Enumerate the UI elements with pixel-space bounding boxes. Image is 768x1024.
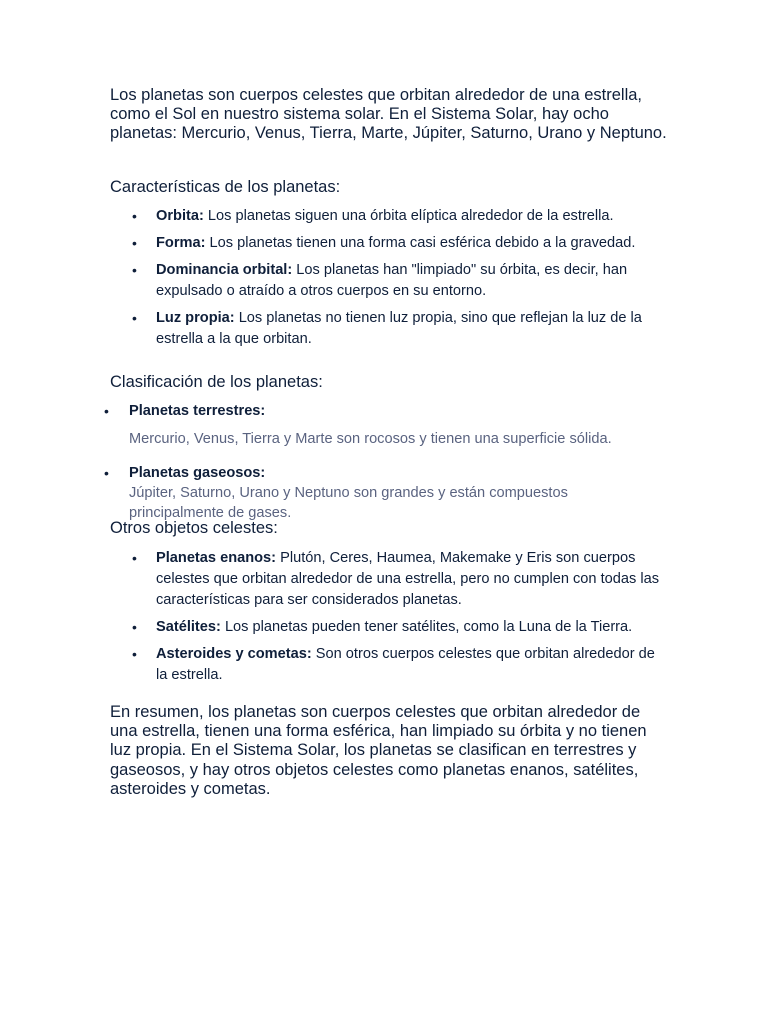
item-text: Los planetas siguen una órbita elíptica alrededor de la estrella.	[203, 208, 614, 224]
list-item	[110, 206, 670, 227]
item-text: Los planetas no tienen luz propia, sino que reflejan la luz de la estrella a la que orbitan.	[156, 310, 642, 347]
item-term: Forma:	[156, 235, 206, 251]
bullet-icon: •	[132, 235, 137, 251]
item-term: Luz propia:	[156, 310, 235, 326]
otros-heading: Otros objetos celestes:	[110, 519, 278, 537]
caracteristicas-heading: Características de los planetas:	[110, 178, 341, 196]
item-text: Los planetas tienen una forma casi esférica debido a la gravedad.	[205, 235, 636, 251]
list-item	[110, 308, 670, 350]
item-term: Planetas gaseosos:	[129, 465, 266, 481]
item-text: Son otros cuerpos celestes que orbitan alrededor de la estrella.	[156, 646, 655, 683]
bullet-icon: •	[104, 403, 109, 419]
list-item	[110, 548, 670, 611]
intro-paragraph: Los planetas son cuerpos celestes que orbitan alrededor de una estrella, como el Sol en nuestro sistema solar. En el Sistema Solar, hay ocho planetas: Mercurio, Venus, Tierra, Marte, Júpiter, Saturno, Urano y Neptuno.	[110, 86, 667, 143]
item-term: Orbita:	[156, 208, 204, 224]
otros-list	[110, 548, 670, 692]
list-item	[104, 463, 650, 523]
item-text: Plutón, Ceres, Haumea, Makemake y Eris son cuerpos celestes que orbitan alrededor de una estrella, pero no cumplen con todas las características para ser considerados planetas.	[156, 550, 659, 608]
item-text: Mercurio, Venus, Tierra y Marte son rocosos y tienen una superficie sólida.	[129, 431, 612, 447]
item-term: Satélites:	[156, 619, 221, 635]
bullet-icon: •	[104, 465, 109, 481]
list-item	[110, 644, 670, 686]
list-item	[110, 260, 670, 302]
bullet-icon: •	[132, 619, 137, 635]
bullet-icon: •	[132, 550, 137, 566]
clasificacion-list	[104, 401, 650, 523]
bullet-icon: •	[132, 262, 137, 278]
item-term: Planetas enanos:	[156, 550, 277, 566]
clasificacion-heading: Clasificación de los planetas:	[110, 373, 323, 391]
bullet-icon: •	[132, 310, 137, 326]
item-text: Los planetas han "limpiado" su órbita, es decir, han expulsado o atraído a otros cuerpos en su entorno.	[156, 262, 628, 299]
bullet-icon: •	[132, 208, 137, 224]
list-item	[104, 401, 650, 449]
bullet-icon: •	[132, 646, 137, 662]
resumen-paragraph: En resumen, los planetas son cuerpos celestes que orbitan alrededor de una estrella, tienen una forma esférica, han limpiado su órbita y no tienen luz propia. En el Sistema Solar, los planetas se clasifican en terrestres y gaseosos, y hay otros objetos celestes como planetas enanos, satélites, asteroides y cometas.	[110, 703, 647, 798]
list-item	[110, 617, 670, 638]
list-item	[110, 233, 670, 254]
caracteristicas-list	[110, 206, 670, 356]
item-text: Júpiter, Saturno, Urano y Neptuno son grandes y están compuestos principalmente de gases.	[129, 485, 568, 521]
item-text: Los planetas pueden tener satélites, como la Luna de la Tierra.	[220, 619, 633, 635]
item-term: Asteroides y cometas:	[156, 646, 312, 662]
item-term: Planetas terrestres:	[129, 403, 266, 419]
item-term: Dominancia orbital:	[156, 262, 293, 278]
